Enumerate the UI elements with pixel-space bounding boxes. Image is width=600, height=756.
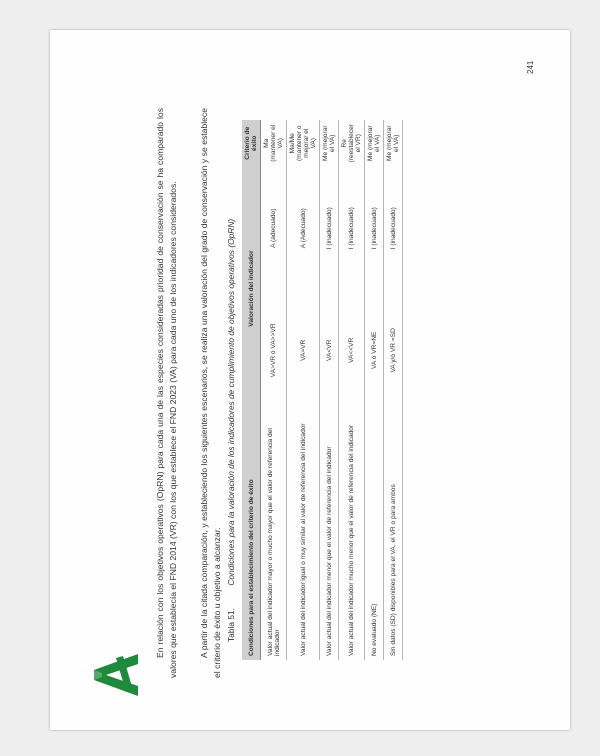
assessment-cell: I (inadecuado): [339, 166, 365, 289]
header-criterion: Criterio de éxito: [242, 120, 261, 166]
criterion-cell: Ma (mantener el VA): [261, 120, 287, 166]
valuation-cell: VA<VR: [320, 290, 339, 411]
condition-cell: Sin datos (SD) disponibles para el VA, el VR o para ambos: [384, 411, 403, 660]
condition-cell: Valor actual del indicador mayor o mucho mayor que el valor de referencia del indicador: [261, 411, 287, 660]
table-caption: [226, 42, 236, 642]
criterion-cell: Ma/Me (mantener o mejorar el VA): [287, 120, 320, 166]
table-label: Tabla 51.: [226, 608, 236, 642]
criterion-cell: Me (mejorar el VA): [320, 120, 339, 166]
table-row: [261, 120, 287, 660]
table-header-row: [242, 120, 261, 660]
table-row: [320, 120, 339, 660]
page-number: 241: [526, 60, 535, 74]
criterion-cell: Me (mejorar el VA): [365, 120, 384, 166]
condition-cell: No evaluado (NE): [365, 411, 384, 660]
valuation-cell: VA y/ó VR =SD: [384, 290, 403, 411]
document-page: [50, 30, 570, 730]
junta-andalucia-logo-icon: [92, 650, 140, 700]
condition-cell: Valor actual del indicador igual o muy similar al valor de referencia del indicador: [287, 411, 320, 660]
criterion-cell: Me (mejorar el VA): [384, 120, 403, 166]
scenarios-paragraph: A partir de la citada comparación, y estableciendo los siguientes escenarios, se realiza una valoración del grado de conservación y se establece el criterio de éxito u objetivo a alcanzar.: [199, 108, 222, 678]
criterion-cell: Re (reestablecer el VR): [339, 120, 365, 166]
valuation-cell: VA ó VR=NE: [365, 290, 384, 411]
assessment-cell: A (adecuado): [261, 166, 287, 289]
condition-cell: Valor actual del indicador menor que el valor de referencia del indicador: [320, 411, 339, 660]
header-conditions: Condiciones para el establecimiento del criterio de éxito: [242, 411, 261, 660]
valuation-cell: VA>VR ó VA>>VR: [261, 290, 287, 411]
rotated-page-content: [50, 30, 570, 730]
header-valuation: Valoración del indicador: [242, 166, 261, 410]
table-row: [339, 120, 365, 660]
assessment-cell: A (Adecuado): [287, 166, 320, 289]
table-row: [287, 120, 320, 660]
conditions-table: [242, 120, 403, 660]
assessment-cell: I (inadecuado): [320, 166, 339, 289]
condition-cell: Valor actual del indicador mucho menor que el valor de referencia del indicador: [339, 411, 365, 660]
table-row: [384, 120, 403, 660]
assessment-cell: I (inadecuado): [365, 166, 384, 289]
table-title: Condiciones para la valoración de los indicadores de cumplimiento de objetivos operativos (OpRN): [226, 218, 236, 586]
assessment-cell: I (inadecuado): [384, 166, 403, 289]
valuation-cell: VA<<VR: [339, 290, 365, 411]
table-row: [365, 120, 384, 660]
intro-paragraph: En relación con los objetivos operativos (OpRN) para cada una de las especies consideradas prioridad de conservación se ha comparado los valores que establecía el FND 2014 (VR) con los que establece el FND 2023 (VA) para cada uno de los indicadores considerados.: [155, 108, 178, 678]
valuation-cell: VA≈VR: [287, 290, 320, 411]
